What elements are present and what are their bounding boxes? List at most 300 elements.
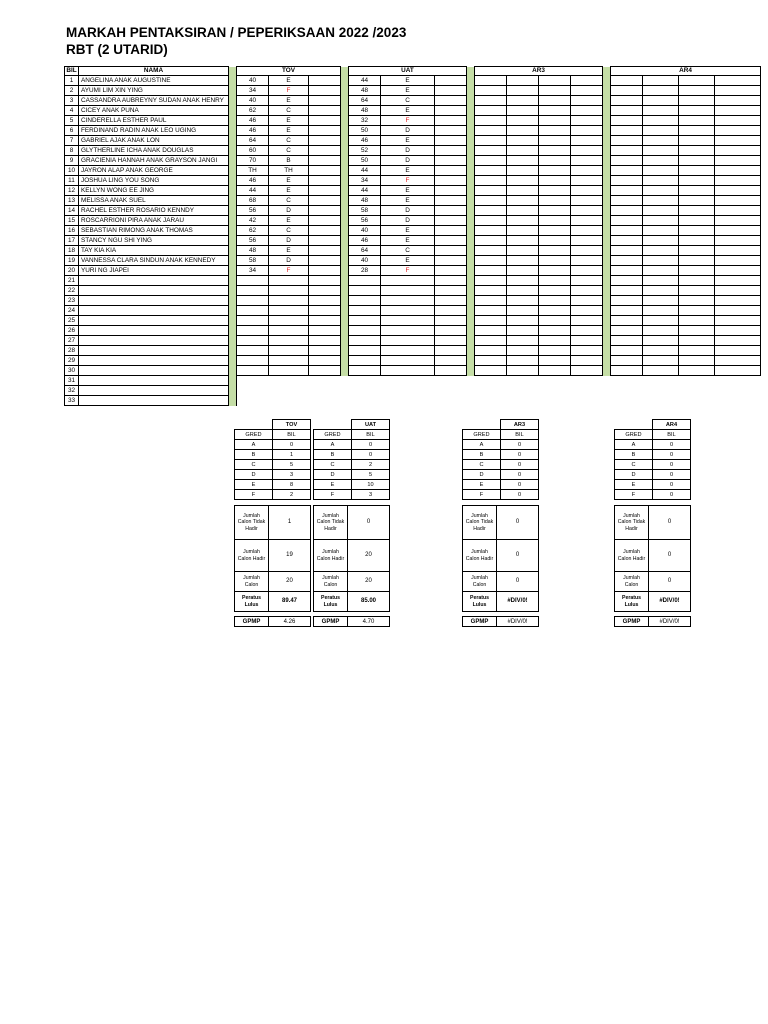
grade-row <box>615 450 691 460</box>
ar3-cell <box>475 246 507 256</box>
label-peratus: Peratus Lulus <box>314 592 348 612</box>
empty <box>467 386 475 396</box>
ar3-cell <box>571 96 603 106</box>
uat-empty <box>435 176 467 186</box>
separator <box>467 256 475 266</box>
table-row <box>65 106 761 116</box>
grade-row <box>463 460 539 470</box>
separator <box>341 86 349 96</box>
separator <box>467 106 475 116</box>
table-row <box>65 306 761 316</box>
ar4-cell <box>643 336 679 346</box>
uat-empty <box>435 136 467 146</box>
separator <box>603 316 611 326</box>
bil-label: BIL <box>501 430 539 440</box>
separator <box>467 366 475 376</box>
bil-label: BIL <box>653 430 691 440</box>
ar3-cell <box>475 136 507 146</box>
separator <box>467 306 475 316</box>
ar4-cell <box>679 296 715 306</box>
ar3-cell <box>539 256 571 266</box>
tov-empty <box>309 176 341 186</box>
grade-row <box>615 440 691 450</box>
value-peratus: 89.47 <box>269 592 311 612</box>
ar4-cell <box>679 176 715 186</box>
ar3-cell <box>571 236 603 246</box>
tov-empty <box>309 166 341 176</box>
uat-mark: 46 <box>349 136 381 146</box>
uat-grade: D <box>381 146 435 156</box>
ar3-cell <box>571 366 603 376</box>
student-name: ANGELINA ANAK AUGUSTINE <box>79 76 229 86</box>
tov-mark: 68 <box>237 196 269 206</box>
uat-empty <box>435 86 467 96</box>
row-number: 33 <box>65 396 79 406</box>
ar4-cell <box>643 366 679 376</box>
tov-grade-summary <box>234 419 311 500</box>
ar3-cell <box>475 176 507 186</box>
uat-empty <box>435 226 467 236</box>
tov-empty <box>309 306 341 316</box>
ar4-cell <box>679 166 715 176</box>
row-number: 10 <box>65 166 79 176</box>
tov-empty <box>309 146 341 156</box>
student-name: STANCY NGU SHI YING <box>79 236 229 246</box>
ar3-cell <box>507 266 539 276</box>
row-number: 8 <box>65 146 79 156</box>
separator <box>229 96 237 106</box>
gpmp-value: 4.26 <box>269 617 311 627</box>
ar3-cell <box>507 346 539 356</box>
uat-mark: 64 <box>349 246 381 256</box>
uat-grade <box>381 336 435 346</box>
table-row <box>65 96 761 106</box>
value-tidak-hadir: 1 <box>269 506 311 540</box>
student-name: ROSCARRIONI PIRA ANAK JARAU <box>79 216 229 226</box>
tov-mark: 62 <box>237 226 269 236</box>
uat-grade: F <box>381 266 435 276</box>
grade-count: 3 <box>273 470 311 480</box>
grade-row <box>615 460 691 470</box>
separator <box>341 296 349 306</box>
student-name <box>79 316 229 326</box>
tov-mark: 48 <box>237 246 269 256</box>
uat-empty <box>435 286 467 296</box>
ar4-cell <box>715 366 761 376</box>
ar4-cell <box>679 336 715 346</box>
table-row <box>65 386 761 396</box>
separator <box>341 196 349 206</box>
grade-count: 0 <box>501 480 539 490</box>
ar4-cell <box>611 356 643 366</box>
ar3-cell <box>571 336 603 346</box>
student-name <box>79 286 229 296</box>
tov-grade: B <box>269 156 309 166</box>
separator <box>603 216 611 226</box>
ar4-cell <box>643 266 679 276</box>
ar4-cell <box>643 206 679 216</box>
table-row <box>65 146 761 156</box>
separator <box>229 156 237 166</box>
grade-letter: C <box>463 460 501 470</box>
ar3-cell <box>507 196 539 206</box>
uat-empty <box>435 236 467 246</box>
empty <box>349 396 381 406</box>
separator <box>341 136 349 146</box>
uat-grade: E <box>381 186 435 196</box>
ar4-cell <box>611 306 643 316</box>
table-header-row <box>65 67 761 76</box>
empty <box>237 376 269 386</box>
separator <box>229 246 237 256</box>
ar3-cell <box>539 336 571 346</box>
ar3-cell <box>571 306 603 316</box>
ar3-cell <box>539 126 571 136</box>
ar4-cell <box>715 186 761 196</box>
tov-mark: TH <box>237 166 269 176</box>
uat-empty <box>435 356 467 366</box>
uat-grade <box>381 366 435 376</box>
ar4-cell <box>715 206 761 216</box>
tov-mark: 62 <box>237 106 269 116</box>
ar4-cell <box>611 176 643 186</box>
ar4-cell <box>715 136 761 146</box>
empty <box>237 396 269 406</box>
separator <box>467 326 475 336</box>
grade-letter: D <box>463 470 501 480</box>
uat-mark: 40 <box>349 256 381 266</box>
grade-letter: F <box>615 490 653 500</box>
tov-grade: E <box>269 96 309 106</box>
row-number: 32 <box>65 386 79 396</box>
row-number: 12 <box>65 186 79 196</box>
row-number: 27 <box>65 336 79 346</box>
ar3-cell <box>571 286 603 296</box>
gred-label: GRED <box>235 430 273 440</box>
table-row <box>65 346 761 356</box>
ar4-cell <box>679 366 715 376</box>
ar3-cell <box>507 276 539 286</box>
row-number: 21 <box>65 276 79 286</box>
ar4-cell <box>611 116 643 126</box>
table-row <box>65 336 761 346</box>
separator <box>229 126 237 136</box>
value-calon: 0 <box>649 572 691 592</box>
uat-grade <box>381 296 435 306</box>
ar4-cell <box>611 146 643 156</box>
row-number: 15 <box>65 216 79 226</box>
student-name <box>79 396 229 406</box>
table-row <box>65 86 761 96</box>
ar3-cell <box>507 166 539 176</box>
ar4-cell <box>611 96 643 106</box>
page-title: MARKAH PENTAKSIRAN / PEPERIKSAAN 2022 /2023 <box>66 25 407 40</box>
grade-letter: D <box>235 470 273 480</box>
label-calon: Jumlah Calon <box>463 572 497 592</box>
ar3-cell <box>539 326 571 336</box>
ar4-cell <box>643 86 679 96</box>
tov-mark: 40 <box>237 96 269 106</box>
ar4-cell <box>679 76 715 86</box>
ar4-cell <box>611 206 643 216</box>
empty <box>269 386 309 396</box>
uat-empty <box>435 276 467 286</box>
student-name: FERDINAND RADIN ANAK LEO UGING <box>79 126 229 136</box>
separator <box>603 186 611 196</box>
ar4-cell <box>643 296 679 306</box>
separator <box>467 276 475 286</box>
separator <box>341 306 349 316</box>
tov-empty <box>309 346 341 356</box>
label-calon: Jumlah Calon <box>235 572 269 592</box>
tov-mark <box>237 346 269 356</box>
marks-table <box>64 66 761 406</box>
ar3-cell <box>571 176 603 186</box>
ar4-cell <box>643 176 679 186</box>
empty <box>611 396 643 406</box>
ar3-cell <box>507 326 539 336</box>
ar3-cell <box>507 366 539 376</box>
student-name <box>79 296 229 306</box>
separator <box>603 146 611 156</box>
empty <box>679 386 715 396</box>
uat-mark: 48 <box>349 106 381 116</box>
ar3-cell <box>507 216 539 226</box>
uat-grade: E <box>381 166 435 176</box>
table-row <box>65 176 761 186</box>
table-row <box>65 256 761 266</box>
tov-grade: E <box>269 176 309 186</box>
separator <box>467 226 475 236</box>
separator <box>229 376 237 386</box>
ar3-cell <box>571 326 603 336</box>
ar3-cell <box>539 346 571 356</box>
value-calon: 20 <box>348 572 390 592</box>
separator <box>603 306 611 316</box>
separator <box>229 216 237 226</box>
separator <box>603 76 611 86</box>
ar3-cell <box>507 76 539 86</box>
separator <box>603 136 611 146</box>
ar4-cell <box>643 106 679 116</box>
row-number: 6 <box>65 126 79 136</box>
ar3-gpmp <box>462 616 539 627</box>
grade-count: 0 <box>501 460 539 470</box>
uat-grade: E <box>381 256 435 266</box>
empty <box>643 396 679 406</box>
separator <box>341 236 349 246</box>
uat-grade <box>381 356 435 366</box>
uat-grade <box>381 326 435 336</box>
student-name: MELISSA ANAK SUEL <box>79 196 229 206</box>
separator <box>229 326 237 336</box>
uat-grade <box>381 306 435 316</box>
row-number: 13 <box>65 196 79 206</box>
ar4-cell <box>643 76 679 86</box>
uat-empty <box>435 156 467 166</box>
ar4-cell <box>611 216 643 226</box>
grade-row <box>314 460 390 470</box>
uat-mark <box>349 346 381 356</box>
ar4-cell <box>715 296 761 306</box>
tov-mark <box>237 306 269 316</box>
uat-grade: E <box>381 106 435 116</box>
ar4-cell <box>715 286 761 296</box>
uat-empty <box>435 216 467 226</box>
separator <box>603 246 611 256</box>
uat-mark: 52 <box>349 146 381 156</box>
uat-empty <box>435 166 467 176</box>
empty <box>571 386 603 396</box>
separator <box>467 186 475 196</box>
table-row <box>65 396 761 406</box>
ar3-cell <box>571 76 603 86</box>
gred-label: GRED <box>615 430 653 440</box>
tov-grade <box>269 366 309 376</box>
ar3-cell <box>475 366 507 376</box>
table-row <box>65 236 761 246</box>
ar3-cell <box>475 296 507 306</box>
separator <box>229 236 237 246</box>
ar3-cell <box>571 116 603 126</box>
grade-count: 0 <box>352 450 390 460</box>
ar3-cell <box>539 156 571 166</box>
separator <box>341 336 349 346</box>
table-row <box>65 206 761 216</box>
separator <box>467 316 475 326</box>
ar3-cell <box>539 246 571 256</box>
label-tidak-hadir: Jumlah Calon Tidak Hadir <box>463 506 497 540</box>
label-hadir: Jumlah Calon Hadir <box>463 540 497 572</box>
grade-count: 0 <box>501 450 539 460</box>
grade-count: 0 <box>273 440 311 450</box>
ar4-cell <box>611 126 643 136</box>
ar4-cell <box>715 146 761 156</box>
grade-letter: A <box>463 440 501 450</box>
uat-mark: 50 <box>349 126 381 136</box>
uat-mark <box>349 306 381 316</box>
ar4-cell <box>679 206 715 216</box>
tov-empty <box>309 286 341 296</box>
empty <box>467 376 475 386</box>
separator <box>229 67 237 76</box>
empty <box>435 386 467 396</box>
ar4-cell <box>679 226 715 236</box>
empty <box>381 396 435 406</box>
tov-empty <box>309 196 341 206</box>
ar4-cell <box>643 236 679 246</box>
empty <box>349 386 381 396</box>
row-number: 16 <box>65 226 79 236</box>
tov-empty <box>309 316 341 326</box>
row-number: 28 <box>65 346 79 356</box>
table-row <box>65 326 761 336</box>
ar3-cell <box>475 156 507 166</box>
separator <box>341 316 349 326</box>
ar4-cell <box>643 126 679 136</box>
separator <box>341 366 349 376</box>
separator <box>229 336 237 346</box>
ar4-cell <box>715 316 761 326</box>
ar4-cell <box>679 136 715 146</box>
label-calon: Jumlah Calon <box>615 572 649 592</box>
ar3-cell <box>507 316 539 326</box>
bil-label: BIL <box>273 430 311 440</box>
uat-mark <box>349 316 381 326</box>
ar3-cell <box>475 266 507 276</box>
uat-empty <box>435 366 467 376</box>
ar4-cell <box>611 256 643 266</box>
separator <box>467 236 475 246</box>
tov-empty <box>309 256 341 266</box>
ar4-cell <box>715 336 761 346</box>
empty <box>679 396 715 406</box>
ar3-cell <box>539 216 571 226</box>
separator <box>603 176 611 186</box>
uat-empty <box>435 146 467 156</box>
separator <box>467 156 475 166</box>
ar3-cell <box>571 156 603 166</box>
grade-row <box>615 470 691 480</box>
empty <box>507 376 539 386</box>
tov-empty <box>309 136 341 146</box>
separator <box>467 67 475 76</box>
ar3-cell <box>475 106 507 116</box>
tov-grade: E <box>269 126 309 136</box>
header-uat: UAT <box>349 67 467 76</box>
grade-letter: C <box>615 460 653 470</box>
ar4-cell <box>643 216 679 226</box>
separator <box>341 216 349 226</box>
ar4-cell <box>611 226 643 236</box>
separator <box>467 116 475 126</box>
separator <box>341 96 349 106</box>
grade-letter: F <box>463 490 501 500</box>
value-peratus: 85.00 <box>348 592 390 612</box>
uat-mark <box>349 296 381 306</box>
tov-grade <box>269 286 309 296</box>
ar3-cell <box>507 96 539 106</box>
ar4-cell <box>611 336 643 346</box>
grade-count: 0 <box>501 470 539 480</box>
gpmp-value: #DIV/0! <box>649 617 691 627</box>
uat-grade: C <box>381 246 435 256</box>
tov-empty <box>309 206 341 216</box>
grade-letter: A <box>235 440 273 450</box>
student-name <box>79 276 229 286</box>
ar3-cell <box>475 226 507 236</box>
separator <box>603 226 611 236</box>
ar3-cell <box>475 336 507 346</box>
uat-empty <box>435 246 467 256</box>
ar3-cell <box>507 186 539 196</box>
header-bil: BIL <box>66 67 77 74</box>
separator <box>603 206 611 216</box>
grade-count: 0 <box>653 480 691 490</box>
ar3-cell <box>539 356 571 366</box>
grade-letter: F <box>314 490 352 500</box>
value-calon: 0 <box>497 572 539 592</box>
separator <box>341 226 349 236</box>
tov-grade: E <box>269 116 309 126</box>
separator <box>467 246 475 256</box>
ar3-cell <box>571 246 603 256</box>
uat-empty <box>435 96 467 106</box>
uat-empty <box>435 306 467 316</box>
ar3-cell <box>507 116 539 126</box>
tov-gpmp <box>234 616 311 627</box>
uat-mark: 44 <box>349 186 381 196</box>
